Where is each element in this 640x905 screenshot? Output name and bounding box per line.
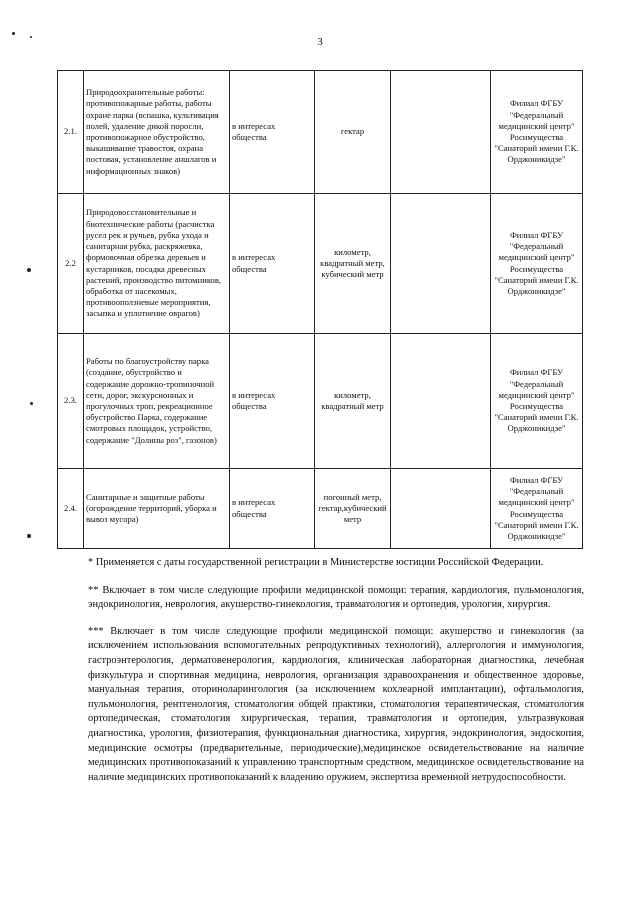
measurement-unit: погонный метр, гектар,кубический метр [315,469,391,549]
work-description: Природовосстановительные и биотехнические работы (расчистка русел рек и ручьев, рубка ухода и санитарная рубка, раскряжевка, формовочная обрезка деревьев и кустарников, посадка древесных растений, производство питомников, обработка от насекомых, противооползневые мероприятия, засыпка и уплотнение оврагов) [84,194,230,334]
footnotes [88,556,584,797]
organization: Филиал ФГБУ "Федеральный медицинский центр" Росимущества "Санаторий имени Г.К. Орджоникидзе" [491,469,583,549]
organization: Филиал ФГБУ "Федеральный медицинский центр" Росимущества "Санаторий имени Г.К. Орджоникидзе" [491,71,583,194]
organization: Филиал ФГБУ "Федеральный медицинский центр" Росимущества "Санаторий имени Г.К. Орджоникидзе" [491,194,583,334]
table-row [58,71,583,194]
work-description: Природоохранительные работы: противопожарные работы, работы охране парка (вспашка, культивация полей, удаление дикой поросли, противопожарное обустройство, выкашивание травостоя, охрана постовая, установление аншлагов и информационных знаков) [84,71,230,194]
footnote-single-star: * Применяется с даты государственной регистрации в Министерстве юстиции Российской Федерации. [88,557,544,568]
row-number: 2.4. [58,469,84,549]
empty-cell [391,334,491,469]
table-row [58,334,583,469]
row-number: 2.1. [58,71,84,194]
footnote-double-star: ** Включает в том числе следующие профили медицинской помощи: терапия, кардиология, пульмонология, эндокринология, неврология, акушерство-гинекология, травматология и ортопедия, урология, хирургия. [88,584,584,611]
measurement-unit: километр, квадратный метр, кубический метр [315,194,391,334]
work-purpose: в интересах общества [230,194,315,334]
measurement-unit: километр, квадратный метр [315,334,391,469]
margin-mark [12,32,15,35]
empty-cell [391,469,491,549]
empty-cell [391,71,491,194]
margin-mark [27,534,31,538]
organization: Филиал ФГБУ "Федеральный медицинский центр" Росимущества "Санаторий имени Г.К. Орджоникидзе" [491,334,583,469]
table-row [58,194,583,334]
row-number: 2.3. [58,334,84,469]
margin-mark [27,268,31,272]
work-description: Санитарные и защитные работы (огорождение территорий, уборка и вывоз мусора) [84,469,230,549]
empty-cell [391,194,491,334]
measurement-unit: гектар [315,71,391,194]
work-purpose: в интересах общества [230,71,315,194]
table-row [58,469,583,549]
footnote-triple-star: *** Включает в том числе следующие профили медицинской помощи: акушерство и гинекология (за исключением использования вспомогательных репродуктивных технологий), аллергология и иммунология, гастроэнтерология, дерматовенерология, кардиология, клиническая лабораторная диагностика, лечебная физкультура и спортивная медицина, неврология, организация здравоохранения и общественное здоровье, мануальная терапия, оториноларингология (за исключением кохлеарной имплантации), офтальмология, пульмонология, рентгенология, стоматология общей практики, стоматология терапевтическая, стоматология ортопедическая, стоматология хирургическая, терапия, травматология и ортопедия, ультразвуковая диагностика, урология, физиотерапия, функциональная диагностика, хирургия, эндокринология, эндоскопия, медицинские осмотры (предварительные, периодические),медицинское освидетельствование на наличие медицинских противопоказаний к управлению транспортным средством, медицинское освидетельствование на наличие медицинских противопоказаний к владению оружием, экспертиза временной нетрудоспособности. [88,625,584,783]
margin-mark [30,402,33,405]
row-number: 2.2 [58,194,84,334]
page-number: 3 [317,36,323,48]
margin-mark [30,36,32,38]
work-purpose: в интересах общества [230,469,315,549]
works-table [57,70,583,549]
work-purpose: в интересах общества [230,334,315,469]
work-description: Работы по благоустройству парка (создание, обустройство и содержание дорожно-тропиночной сети, дорог, экскурсионных и прогулочных троп, рекреационное обустройство Парка, содержание смотровых площадок, устройство, содержание "Долины роз", газонов) [84,334,230,469]
